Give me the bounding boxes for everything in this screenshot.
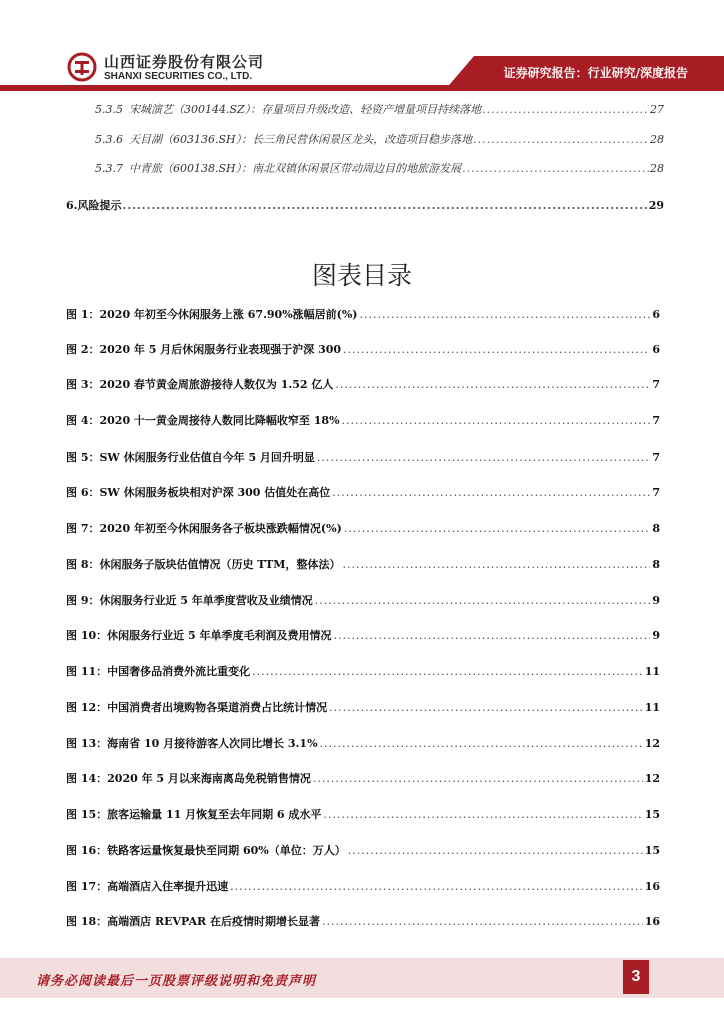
company-name-en: SHANXI SECURITIES CO., LTD.: [104, 71, 253, 82]
figure-entry[interactable]: 图 8：休闲服务子版块估值情况（历史 TTM，整体法） ..... 8: [66, 557, 660, 573]
company-name-cn: 山西证券股份有限公司: [104, 53, 265, 71]
figure-entry[interactable]: 图 9：休闲服务行业近 5 年单季度营收及业绩情况 ..... 9: [66, 593, 660, 609]
leader-dots: [122, 198, 647, 214]
figure-entry[interactable]: 图 1：2020 年初至今休闲服务上涨 67.90%涨幅居前(%) ..... 6: [66, 307, 660, 323]
figure-entry[interactable]: 图 18：高端酒店 REVPAR 在后疫情时期增长显著 ..... 16: [66, 914, 660, 930]
toc-entry-risk[interactable]: 6.风险提示 ..... 29: [66, 198, 664, 214]
toc-entry[interactable]: 5.3.6 天目湖（603136.SH）：长三角民营休闲景区龙头，改造项目稳步落地 ..... 28: [95, 132, 664, 148]
disclaimer-text: 请务必阅读最后一页股票评级说明和免责声明: [36, 974, 317, 989]
leader-dots: [462, 161, 649, 177]
figure-entry[interactable]: 图 6：SW 休闲服务板块相对沪深 300 估值处在高位 ..... 7: [66, 485, 660, 501]
company-logo-icon: [67, 52, 97, 82]
toc-entry[interactable]: 5.3.7 中青旅（600138.SH）：南北双镇休闲景区带动周边目的地旅游发展 ..... 28: [95, 161, 664, 177]
figure-entry[interactable]: 图 2：2020 年 5 月后休闲服务行业表现强于沪深 300 ..... 6: [66, 342, 660, 358]
figure-entry[interactable]: 图 3：2020 春节黄金周旅游接待人数仅为 1.52 亿人 ..... 7: [66, 377, 660, 393]
figure-entry[interactable]: 图 7：2020 年初至今休闲服务各子板块涨跌幅情况(%) ..... 8: [66, 521, 660, 537]
leader-dots: [482, 102, 649, 118]
figure-list-title: 图表目录: [311, 261, 412, 290]
page-number: 3: [623, 960, 649, 994]
header-band: [0, 85, 724, 91]
toc-entry[interactable]: 5.3.5 宋城演艺（300144.SZ）：存量项目升级改造、轻资产增量项目持续落地 ..... 27: [95, 102, 664, 118]
figure-entry[interactable]: 图 16：铁路客运量恢复最快至同期 60%（单位：万人） ..... 15: [66, 843, 660, 859]
figure-entry[interactable]: 图 12：中国消费者出境购物各渠道消费占比统计情况 ..... 11: [66, 700, 660, 716]
figure-entry[interactable]: 图 13：海南省 10 月接待游客人次同比增长 3.1% ..... 12: [66, 736, 660, 752]
figure-entry[interactable]: 图 14：2020 年 5 月以来海南离岛免税销售情况 ..... 12: [66, 771, 660, 787]
leader-dots: [473, 132, 649, 148]
figure-entry[interactable]: 图 11：中国奢侈品消费外流比重变化 ..... 11: [66, 664, 660, 680]
figure-entry[interactable]: 图 15：旅客运输量 11 月恢复至去年同期 6 成水平 ..... 15: [66, 807, 660, 823]
figure-entry[interactable]: 图 4：2020 十一黄金周接待人数同比降幅收窄至 18% ..... 7: [66, 413, 660, 429]
figure-entry[interactable]: 图 17：高端酒店入住率提升迅速 ..... 16: [66, 879, 660, 895]
figure-entry[interactable]: 图 5：SW 休闲服务行业估值自今年 5 月回升明显 ..... 7: [66, 450, 660, 466]
figure-entry[interactable]: 图 10：休闲服务行业近 5 年单季度毛利润及费用情况 ..... 9: [66, 628, 660, 644]
report-type-label: 证券研究报告：行业研究/深度报告: [503, 66, 688, 80]
